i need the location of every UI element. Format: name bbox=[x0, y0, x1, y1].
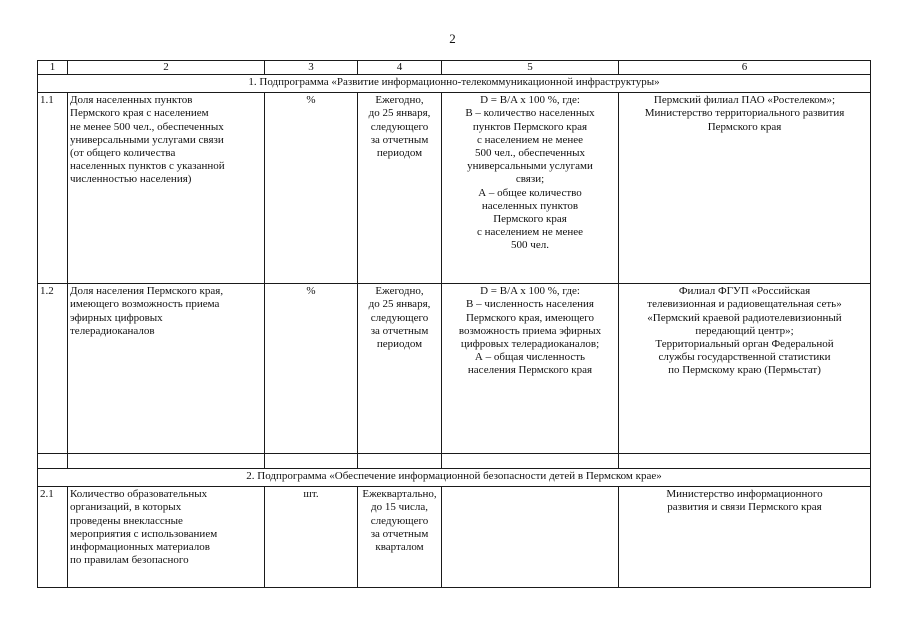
formula-line: с населением не менее bbox=[476, 133, 584, 146]
indicator-name bbox=[68, 284, 265, 454]
unit: шт. bbox=[265, 487, 358, 588]
table-row bbox=[38, 284, 871, 454]
empty-cell bbox=[619, 454, 871, 469]
row-number: 1.2 bbox=[38, 284, 68, 454]
empty-cell bbox=[265, 454, 358, 469]
header-row bbox=[38, 61, 871, 75]
source-line: развития и связи Пермского края bbox=[667, 501, 822, 514]
source-line: «Пермский краевой радиотелевизионный bbox=[647, 311, 842, 324]
formula-line: пунктов Пермского края bbox=[472, 120, 588, 133]
indicator-name-line: по правилам безопасного bbox=[70, 554, 189, 567]
reporting-period bbox=[358, 284, 442, 454]
indicator-name-line: эфирных цифровых bbox=[70, 311, 163, 324]
period-line: следующего bbox=[370, 311, 429, 324]
source-line: телевизионная и радиовещательная сеть» bbox=[647, 298, 842, 311]
source-line: Пермского края bbox=[707, 120, 782, 133]
indicator-name-line: универсальными услугами связи bbox=[70, 133, 224, 146]
period-line: до 15 числа, bbox=[370, 501, 429, 514]
formula bbox=[442, 93, 619, 284]
header-col-3: 3 bbox=[265, 61, 358, 75]
table-row bbox=[38, 487, 871, 588]
indicator-name bbox=[68, 93, 265, 284]
period-line: Ежегодно, bbox=[375, 94, 424, 107]
indicator-name-line: (от общего количества bbox=[70, 147, 176, 160]
period-line: периодом bbox=[376, 147, 423, 160]
unit: % bbox=[265, 284, 358, 454]
source-line: Пермский филиал ПАО «Ростелеком»; bbox=[653, 94, 836, 107]
period-line: до 25 января, bbox=[368, 298, 431, 311]
formula-line: А – общая численность bbox=[474, 351, 586, 364]
formula-line: населения Пермского края bbox=[467, 364, 593, 377]
data-source bbox=[619, 487, 871, 588]
formula-line: Пермского края, имеющего bbox=[465, 311, 595, 324]
period-line: следующего bbox=[370, 514, 429, 527]
formula-line: возможность приема эфирных bbox=[458, 324, 602, 337]
indicator-name-line: численностью населения) bbox=[70, 173, 192, 186]
unit: % bbox=[265, 93, 358, 284]
period-line: кварталом bbox=[375, 541, 424, 554]
data-source bbox=[619, 284, 871, 454]
period-line: за отчетным bbox=[370, 527, 429, 540]
indicator-name-line: организаций, в которых bbox=[70, 501, 182, 514]
formula-line: B – численность населения bbox=[466, 298, 594, 311]
header-col-4: 4 bbox=[358, 61, 442, 75]
indicator-name-line: не менее 500 чел., обеспеченных bbox=[70, 120, 224, 133]
formula-line: А – общее количество bbox=[478, 186, 582, 199]
formula-line: Пермского края bbox=[493, 213, 567, 226]
source-line: Министерство территориального развития bbox=[644, 107, 845, 120]
indicator-name-line: информационных материалов bbox=[70, 541, 210, 554]
header-col-1: 1 bbox=[38, 61, 68, 75]
period-line: периодом bbox=[376, 338, 423, 351]
source-line: по Пермскому краю (Пермьстат) bbox=[668, 364, 821, 377]
indicator-name-line: населенных пунктов с указанной bbox=[70, 160, 225, 173]
empty-cell bbox=[358, 454, 442, 469]
reporting-period bbox=[358, 487, 442, 588]
formula-line: универсальными услугами bbox=[467, 160, 593, 173]
empty-row bbox=[38, 454, 871, 469]
period-line: Ежеквартально, bbox=[362, 488, 437, 501]
period-line: до 25 января, bbox=[368, 107, 431, 120]
indicator-name bbox=[68, 487, 265, 588]
formula bbox=[442, 487, 619, 588]
formula-line: населенных пунктов bbox=[481, 199, 579, 212]
table-row bbox=[38, 93, 871, 284]
section-1-row bbox=[38, 75, 871, 93]
header-col-5: 5 bbox=[442, 61, 619, 75]
formula bbox=[442, 284, 619, 454]
empty-cell bbox=[442, 454, 619, 469]
formula-line: D = B/A x 100 %, где: bbox=[480, 285, 580, 298]
indicator-name-line: Количество образовательных bbox=[70, 488, 208, 501]
formula-line: B – количество населенных bbox=[465, 107, 595, 120]
section-2-row bbox=[38, 469, 871, 487]
formula-line: 500 чел., обеспеченных bbox=[475, 147, 585, 160]
reporting-period bbox=[358, 93, 442, 284]
indicators-table bbox=[37, 60, 871, 588]
indicator-name-line: Доля населенных пунктов bbox=[70, 94, 193, 107]
formula-line: связи; bbox=[515, 173, 545, 186]
indicator-name-line: проведены внеклассные bbox=[70, 514, 183, 527]
indicator-name-line: Доля населения Пермского края, bbox=[70, 285, 224, 298]
data-source bbox=[619, 93, 871, 284]
formula-line: с населением не менее bbox=[476, 226, 584, 239]
formula-line: 500 чел. bbox=[511, 239, 549, 252]
indicator-name-line: мероприятия с использованием bbox=[70, 527, 218, 540]
indicator-name-line: Пермского края с населением bbox=[70, 107, 209, 120]
source-line: Министерство информационного bbox=[666, 488, 823, 501]
source-line: передающий центр»; bbox=[695, 324, 794, 337]
row-number: 2.1 bbox=[38, 487, 68, 588]
empty-cell bbox=[38, 454, 68, 469]
header-col-6: 6 bbox=[619, 61, 871, 75]
period-line: за отчетным bbox=[370, 133, 429, 146]
header-col-2: 2 bbox=[68, 61, 265, 75]
formula-line: D = B/A x 100 %, где: bbox=[480, 94, 580, 107]
page-number: 2 bbox=[449, 31, 456, 46]
section-1-title: 1. Подпрограмма «Развитие информационно-телекоммуникационной инфраструктуры» bbox=[38, 75, 871, 93]
indicator-name-line: телерадиоканалов bbox=[70, 324, 155, 337]
period-line: Ежегодно, bbox=[375, 285, 424, 298]
empty-cell bbox=[68, 454, 265, 469]
formula-line: цифровых телерадиоканалов; bbox=[460, 338, 600, 351]
section-2-title: 2. Подпрограмма «Обеспечение информационной безопасности детей в Пермском крае» bbox=[38, 469, 871, 487]
source-line: службы государственной статистики bbox=[658, 351, 831, 364]
period-line: следующего bbox=[370, 120, 429, 133]
source-line: Филиал ФГУП «Российская bbox=[678, 285, 811, 298]
indicator-name-line: имеющего возможность приема bbox=[70, 298, 220, 311]
source-line: Территориальный орган Федеральной bbox=[655, 338, 834, 351]
period-line: за отчетным bbox=[370, 324, 429, 337]
row-number: 1.1 bbox=[38, 93, 68, 284]
